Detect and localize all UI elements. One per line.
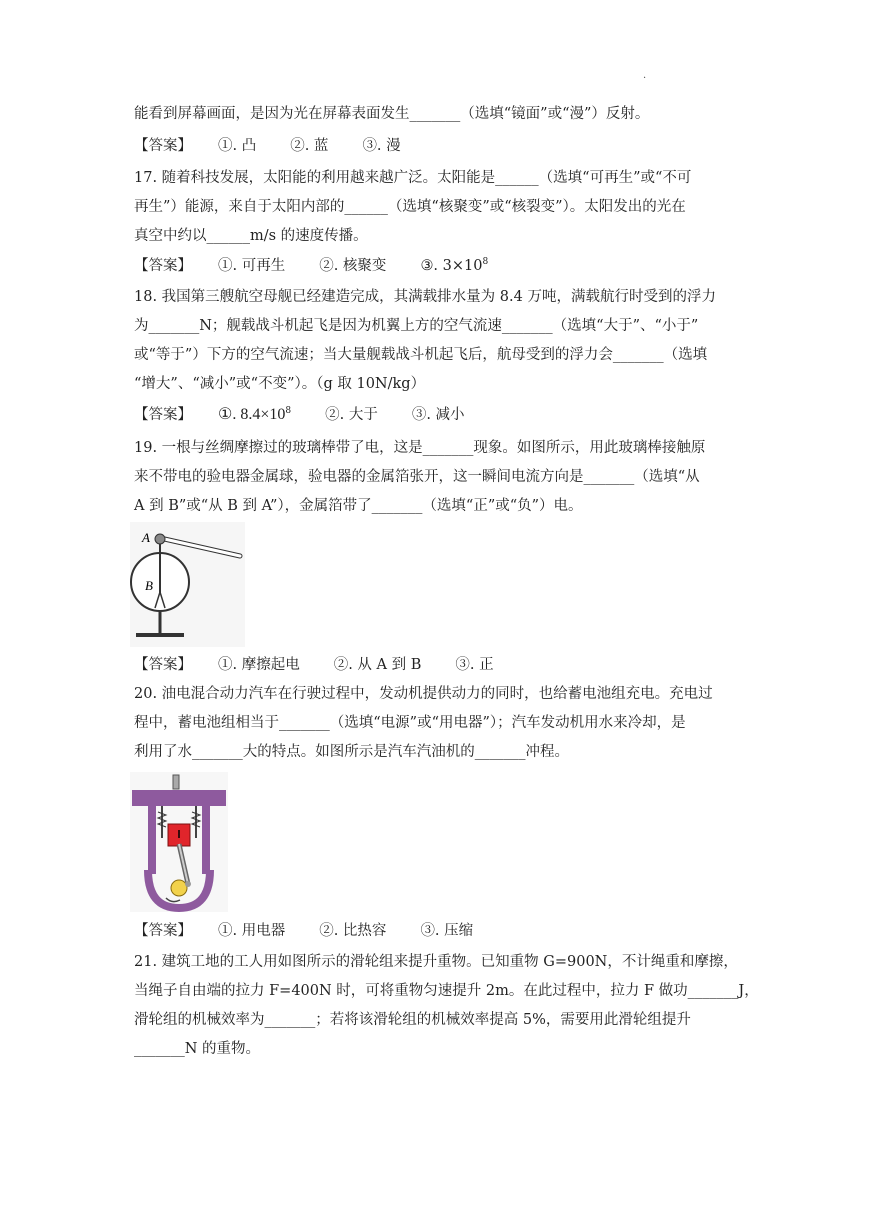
q19-line-2: 来不带电的验电器金属球，验电器的金属箔张开，这一瞬间电流方向是_______（选填“从 bbox=[134, 469, 700, 485]
answer-19 bbox=[134, 655, 494, 675]
q16-text-line: 能看到屏幕画面，是因为光在屏幕表面发生_______（选填“镜面”或“漫”）反射。 bbox=[134, 106, 650, 122]
fig-label-a: A bbox=[142, 530, 150, 545]
answer-label: 【答案】 bbox=[134, 138, 192, 154]
q18-line-1: 18. 我国第三艘航空母舰已经建造完成，其满载排水量为 8.4 万吨，满载航行时受到的浮力 bbox=[134, 289, 716, 305]
q21-line-2: 当绳子自由端的拉力 F=400N 时，可将重物匀速提升 2m。在此过程中，拉力 F 做功_______J， bbox=[134, 983, 759, 999]
q18-line-4: “增大”、“减小”或“不变”）。（g 取 10N/kg） bbox=[134, 376, 426, 392]
q18-line-3: 或“等于”）下方的空气流速；当大量舰载战斗机起飞后，航母受到的浮力会_______（选填 bbox=[134, 347, 708, 363]
q19-line-3: A 到 B”或“从 B 到 A”），金属箔带了_______（选填“正”或“负”）电。 bbox=[134, 498, 583, 514]
answer-option-3: ③. 正 bbox=[455, 657, 494, 673]
answer-option-3: ③. 漫 bbox=[362, 138, 401, 154]
answer-18 bbox=[134, 405, 465, 425]
answer-17 bbox=[134, 256, 488, 276]
answer-option-1-base: ①. 8.4×10 bbox=[218, 406, 286, 423]
answer-label: 【答案】 bbox=[134, 657, 192, 673]
answer-option-1: ①. 可再生 bbox=[218, 258, 286, 274]
q18-line-2: 为_______N；舰载战斗机起飞是因为机翼上方的空气流速_______（选填“大于”、“小于” bbox=[134, 318, 699, 334]
answer-option-2: ②. 蓝 bbox=[290, 138, 329, 154]
q20-line-3: 利用了水_______大的特点。如图所示是汽车汽油机的_______冲程。 bbox=[134, 744, 569, 760]
answer-option-3-exponent: 8 bbox=[482, 257, 489, 267]
q20-line-1: 20. 油电混合动力汽车在行驶过程中，发动机提供动力的同时，也给蓄电池组充电。充电过 bbox=[134, 686, 713, 702]
answer-option-2: ②. 大于 bbox=[325, 407, 378, 423]
answer-option-3: ③. 压缩 bbox=[420, 923, 474, 939]
answer-option-1: ①. 摩擦起电 bbox=[218, 657, 300, 673]
q21-line-4: _______N 的重物。 bbox=[134, 1041, 261, 1057]
answer-label: 【答案】 bbox=[134, 407, 192, 423]
answer-option-1-exponent: 8 bbox=[285, 406, 292, 416]
q17-line-3: 真空中约以______m/s 的速度传播。 bbox=[134, 228, 368, 244]
answer-option-2: ②. 核聚变 bbox=[319, 258, 387, 274]
answer-option-2: ②. 比热容 bbox=[319, 923, 387, 939]
engine-compression-stroke-figure bbox=[130, 772, 228, 912]
q20-line-2: 程中，蓄电池组相当于_______（选填“电源”或“用电器”）；汽车发动机用水来冷却，是 bbox=[134, 715, 686, 731]
answer-option-1 bbox=[218, 405, 291, 425]
q17-line-1: 17. 随着科技发展，太阳能的利用越来越广泛。太阳能是______（选填“可再生”或“不可 bbox=[134, 170, 692, 186]
q17-line-2: 再生”）能源，来自于太阳内部的______（选填“核聚变”或“核裂变”）。太阳发出的光在 bbox=[134, 199, 686, 215]
q19-line-1: 19. 一根与丝绸摩擦过的玻璃棒带了电，这是_______现象。如图所示，用此玻璃棒接触原 bbox=[134, 440, 706, 456]
answer-label: 【答案】 bbox=[134, 258, 192, 274]
answer-16 bbox=[134, 136, 435, 156]
q21-line-1: 21. 建筑工地的工人用如图所示的滑轮组来提升重物。已知重物 G=900N，不计绳重和摩擦， bbox=[134, 954, 738, 970]
answer-option-3 bbox=[420, 256, 488, 276]
answer-option-3-base: ③. 3×10 bbox=[420, 258, 483, 274]
q21-line-3: 滑轮组的机械效率为_______；若将该滑轮组的机械效率提高 5%，需要用此滑轮组提升 bbox=[134, 1012, 691, 1028]
answer-20 bbox=[134, 921, 473, 941]
fig-label-b: B bbox=[145, 578, 153, 593]
answer-option-1: ①. 用电器 bbox=[218, 923, 286, 939]
page-dot: · bbox=[643, 73, 647, 84]
answer-label: 【答案】 bbox=[134, 923, 192, 939]
answer-option-2: ②. 从 A 到 B bbox=[333, 657, 422, 673]
electroscope-figure bbox=[130, 522, 245, 647]
answer-option-3: ③. 减小 bbox=[411, 407, 465, 423]
answer-option-1: ①. 凸 bbox=[218, 138, 257, 154]
